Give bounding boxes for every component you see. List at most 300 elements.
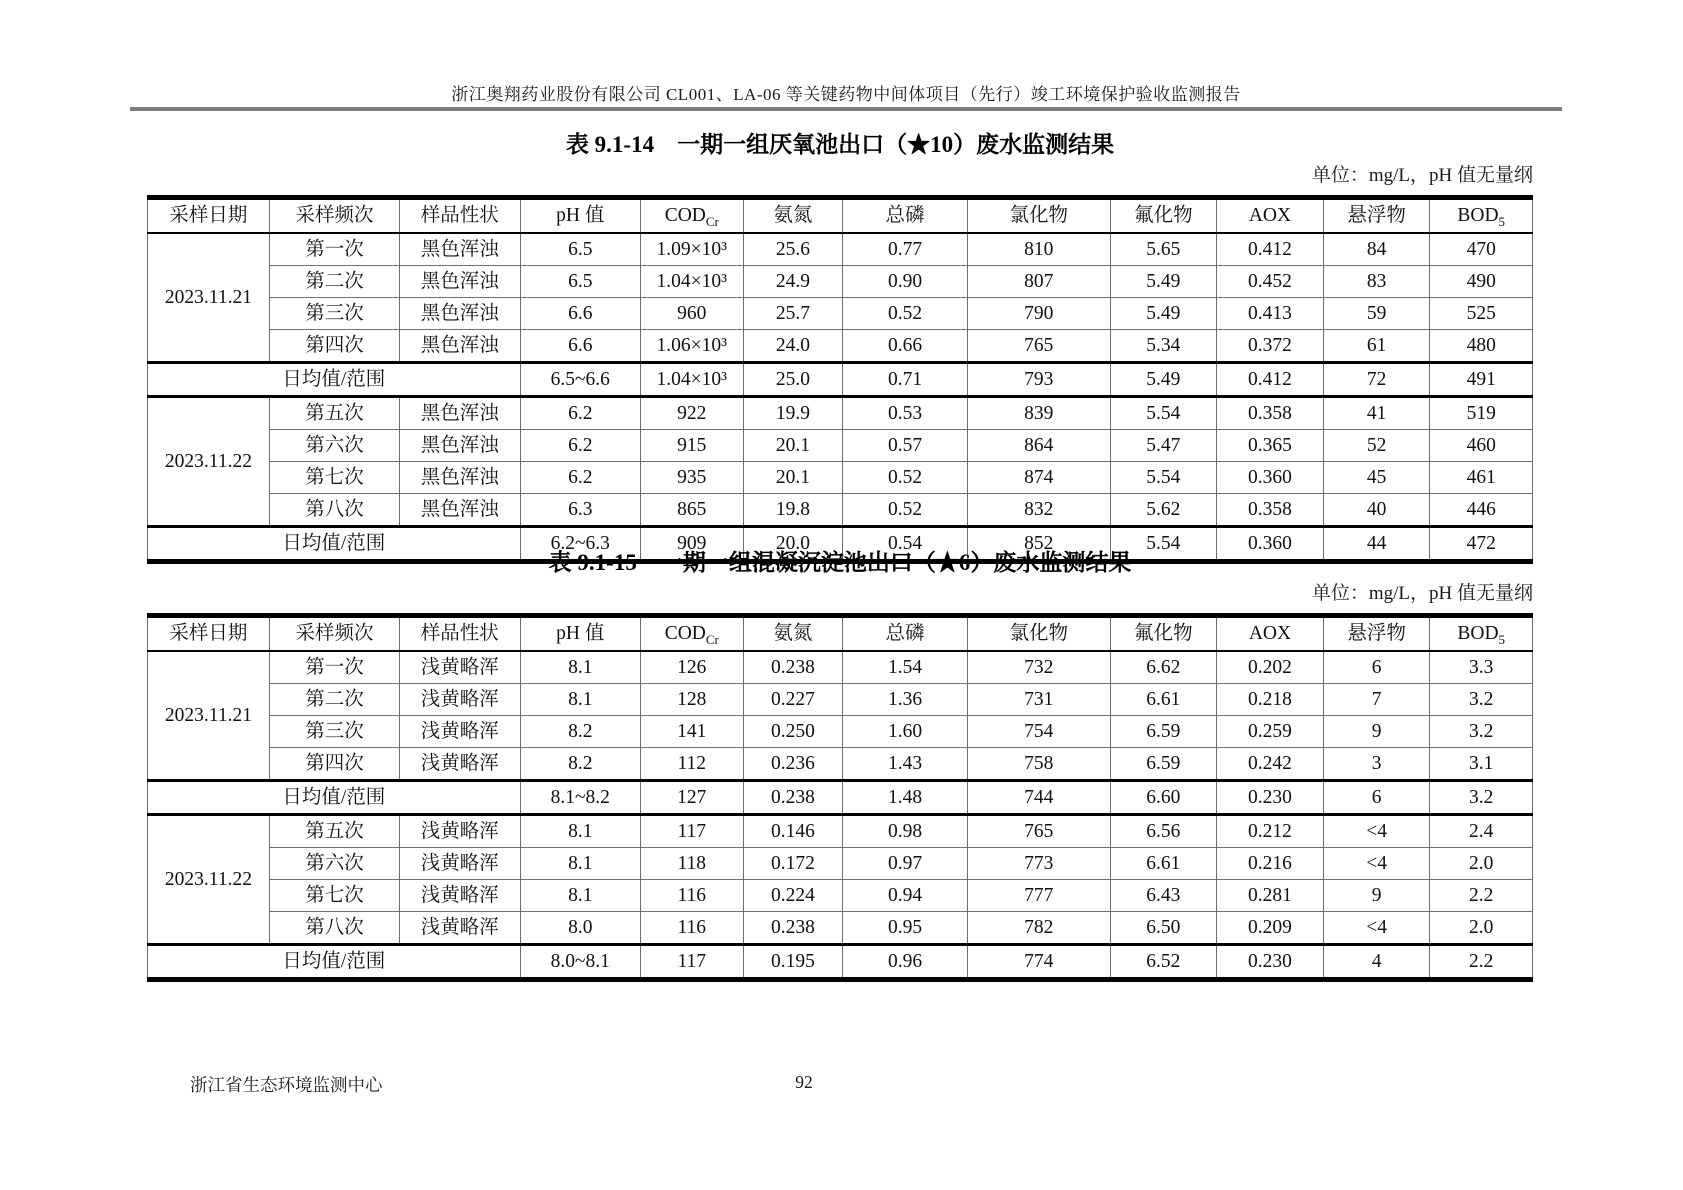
- section-anaerobic-pool-table: [147, 128, 1533, 564]
- cell-ph-value: 6.2: [520, 462, 640, 494]
- cell-bod5: 2.0: [1430, 912, 1533, 945]
- cell-bod5: 490: [1430, 266, 1533, 298]
- sample-row: [148, 716, 1533, 748]
- cell-sample-appearance: 黑色浑浊: [400, 430, 520, 462]
- column-header-label: 总磷: [885, 623, 925, 645]
- cell-chloride: 777: [967, 880, 1110, 912]
- cell-ammonia-nitrogen: 0.224: [743, 880, 843, 912]
- cell-total-phosphorus: 0.77: [843, 233, 968, 266]
- cell-cod-cr: 922: [641, 397, 743, 430]
- cell-cod-cr: 128: [641, 684, 743, 716]
- cell-ammonia-nitrogen: 25.6: [743, 233, 843, 266]
- cell-sample-appearance: 黑色浑浊: [400, 494, 520, 527]
- daily-cell-aox: 0.412: [1217, 363, 1324, 397]
- column-header-aox: [1217, 616, 1324, 652]
- column-header-bod5: [1430, 616, 1533, 652]
- cell-sampling-frequency: 第二次: [269, 684, 399, 716]
- cell-fluoride: 5.34: [1110, 330, 1217, 363]
- column-header-label: COD: [664, 623, 706, 645]
- cell-sample-appearance: 黑色浑浊: [400, 397, 520, 430]
- cell-cod-cr: 141: [641, 716, 743, 748]
- column-header-bod5: [1430, 198, 1533, 234]
- cell-cod-cr: 112: [641, 748, 743, 781]
- cell-ph-value: 6.3: [520, 494, 640, 527]
- sample-row: [148, 397, 1533, 430]
- daily-cell-ammonia-nitrogen: 0.195: [743, 945, 843, 980]
- cell-ph-value: 6.2: [520, 430, 640, 462]
- daily-cell-bod5: 491: [1430, 363, 1533, 397]
- column-header-label: 采样日期: [169, 623, 248, 645]
- daily-cell-ph-value: 6.2~6.3: [520, 527, 640, 562]
- cell-sampling-frequency: 第七次: [269, 880, 399, 912]
- cell-sample-appearance: 黑色浑浊: [400, 233, 520, 266]
- cell-sampling-frequency: 第一次: [269, 233, 399, 266]
- cell-total-phosphorus: 0.52: [843, 462, 968, 494]
- daily-cell-suspended-solids: 44: [1323, 527, 1430, 562]
- cell-ammonia-nitrogen: 0.172: [743, 848, 843, 880]
- column-header-total-phosphorus: [843, 198, 968, 234]
- unit-note: 单位：mg/L，pH 值无量纲: [1311, 583, 1533, 604]
- footer-organization: 浙江省生态环境监测中心: [190, 1075, 383, 1095]
- daily-cell-fluoride: 6.60: [1110, 781, 1217, 815]
- cell-fluoride: 6.61: [1110, 684, 1217, 716]
- cell-cod-cr: 126: [641, 651, 743, 684]
- cell-ph-value: 8.2: [520, 716, 640, 748]
- cell-bod5: 3.2: [1430, 684, 1533, 716]
- daily-cell-total-phosphorus: 0.54: [843, 527, 968, 562]
- header-rule: [130, 107, 1562, 111]
- cell-aox: 0.412: [1217, 233, 1324, 266]
- cell-aox: 0.413: [1217, 298, 1324, 330]
- cell-sample-appearance: 浅黄略浑: [400, 651, 520, 684]
- cell-sampling-frequency: 第五次: [269, 397, 399, 430]
- cell-ammonia-nitrogen: 19.9: [743, 397, 843, 430]
- cell-total-phosphorus: 1.36: [843, 684, 968, 716]
- cell-total-phosphorus: 0.53: [843, 397, 968, 430]
- column-header-label: 氟化物: [1134, 623, 1193, 645]
- cell-chloride: 839: [967, 397, 1110, 430]
- daily-cell-cod-cr: 1.04×10³: [641, 363, 743, 397]
- daily-cell-bod5: 2.2: [1430, 945, 1533, 980]
- sample-row: [148, 684, 1533, 716]
- cell-bod5: 470: [1430, 233, 1533, 266]
- unit-note: 单位：mg/L，pH 值无量纲: [1311, 165, 1533, 186]
- cell-aox: 0.281: [1217, 880, 1324, 912]
- cell-bod5: 461: [1430, 462, 1533, 494]
- column-header-subscript: Cr: [705, 632, 719, 648]
- sample-row: [148, 912, 1533, 945]
- cell-suspended-solids: 7: [1323, 684, 1430, 716]
- table-title-9-1-15: 表 9.1-15 一期一组混凝沉淀池出口（★6）废水监测结果: [548, 550, 1132, 575]
- cell-cod-cr: 1.04×10³: [641, 266, 743, 298]
- cell-suspended-solids: <4: [1323, 848, 1430, 880]
- column-header-label: 氟化物: [1134, 205, 1193, 227]
- cell-suspended-solids: 41: [1323, 397, 1430, 430]
- page-number: 92: [795, 1072, 813, 1092]
- cell-ph-value: 6.2: [520, 397, 640, 430]
- cell-suspended-solids: 40: [1323, 494, 1430, 527]
- cell-ammonia-nitrogen: 0.146: [743, 815, 843, 848]
- table-title-9-1-14: 表 9.1-14 一期一组厌氧池出口（★10）废水监测结果: [565, 132, 1115, 157]
- cell-fluoride: 5.54: [1110, 462, 1217, 494]
- cell-ammonia-nitrogen: 20.1: [743, 462, 843, 494]
- cell-total-phosphorus: 0.95: [843, 912, 968, 945]
- daily-cell-suspended-solids: 72: [1323, 363, 1430, 397]
- cell-sampling-frequency: 第四次: [269, 748, 399, 781]
- cell-ammonia-nitrogen: 24.0: [743, 330, 843, 363]
- column-header-cod-cr: [641, 198, 743, 234]
- daily-cell-ph-value: 8.1~8.2: [520, 781, 640, 815]
- daily-average-label-cell: 日均值/范围: [148, 363, 521, 397]
- daily-cell-chloride: 744: [967, 781, 1110, 815]
- cell-ph-value: 8.0: [520, 912, 640, 945]
- cell-fluoride: 6.56: [1110, 815, 1217, 848]
- cell-cod-cr: 865: [641, 494, 743, 527]
- cell-ammonia-nitrogen: 0.227: [743, 684, 843, 716]
- cell-cod-cr: 116: [641, 880, 743, 912]
- daily-cell-total-phosphorus: 0.71: [843, 363, 968, 397]
- cell-chloride: 732: [967, 651, 1110, 684]
- monitoring-table-9-1-15: [147, 613, 1533, 982]
- daily-cell-total-phosphorus: 1.48: [843, 781, 968, 815]
- cell-aox: 0.242: [1217, 748, 1324, 781]
- cell-suspended-solids: 52: [1323, 430, 1430, 462]
- cell-fluoride: 5.62: [1110, 494, 1217, 527]
- cell-fluoride: 6.61: [1110, 848, 1217, 880]
- document-header-title: 浙江奥翔药业股份有限公司 CL001、LA-06 等关键药物中间体项目（先行）竣工环境保护验收监测报告: [451, 85, 1241, 104]
- sample-row: [148, 815, 1533, 848]
- cell-suspended-solids: 3: [1323, 748, 1430, 781]
- cell-sample-appearance: 浅黄略浑: [400, 912, 520, 945]
- daily-cell-cod-cr: 909: [641, 527, 743, 562]
- cell-suspended-solids: 9: [1323, 716, 1430, 748]
- cell-bod5: 446: [1430, 494, 1533, 527]
- cell-suspended-solids: 84: [1323, 233, 1430, 266]
- sample-row: [148, 462, 1533, 494]
- cell-sampling-frequency: 第六次: [269, 430, 399, 462]
- cell-fluoride: 5.54: [1110, 397, 1217, 430]
- cell-sampling-frequency: 第一次: [269, 651, 399, 684]
- cell-aox: 0.209: [1217, 912, 1324, 945]
- column-header-label: 悬浮物: [1347, 205, 1406, 227]
- column-header-subscript: 5: [1498, 632, 1506, 648]
- cell-fluoride: 5.49: [1110, 298, 1217, 330]
- column-header-label: 采样频次: [295, 205, 374, 227]
- cell-chloride: 810: [967, 233, 1110, 266]
- daily-cell-total-phosphorus: 0.96: [843, 945, 968, 980]
- cell-chloride: 832: [967, 494, 1110, 527]
- cell-total-phosphorus: 1.60: [843, 716, 968, 748]
- cell-cod-cr: 1.09×10³: [641, 233, 743, 266]
- daily-cell-cod-cr: 127: [641, 781, 743, 815]
- cell-sampling-frequency: 第六次: [269, 848, 399, 880]
- cell-chloride: 765: [967, 330, 1110, 363]
- daily-cell-fluoride: 5.49: [1110, 363, 1217, 397]
- daily-cell-fluoride: 5.54: [1110, 527, 1217, 562]
- daily-cell-cod-cr: 117: [641, 945, 743, 980]
- cell-sampling-frequency: 第七次: [269, 462, 399, 494]
- cell-sample-appearance: 浅黄略浑: [400, 815, 520, 848]
- cell-ph-value: 6.5: [520, 233, 640, 266]
- cell-total-phosphorus: 0.52: [843, 494, 968, 527]
- cell-cod-cr: 915: [641, 430, 743, 462]
- column-header-ph-value: [520, 616, 640, 652]
- cell-sampling-frequency: 第八次: [269, 494, 399, 527]
- cell-cod-cr: 935: [641, 462, 743, 494]
- cell-total-phosphorus: 1.43: [843, 748, 968, 781]
- cell-total-phosphorus: 0.97: [843, 848, 968, 880]
- cell-aox: 0.452: [1217, 266, 1324, 298]
- cell-sample-appearance: 浅黄略浑: [400, 716, 520, 748]
- column-header-label: AOX: [1248, 205, 1292, 227]
- cell-total-phosphorus: 0.66: [843, 330, 968, 363]
- daily-cell-suspended-solids: 4: [1323, 945, 1430, 980]
- cell-chloride: 874: [967, 462, 1110, 494]
- cell-ph-value: 8.1: [520, 651, 640, 684]
- daily-cell-aox: 0.230: [1217, 945, 1324, 980]
- column-header-suspended-solids: [1323, 616, 1430, 652]
- cell-ph-value: 6.6: [520, 298, 640, 330]
- cell-bod5: 480: [1430, 330, 1533, 363]
- sample-row: [148, 330, 1533, 363]
- cell-bod5: 3.1: [1430, 748, 1533, 781]
- cell-sampling-frequency: 第二次: [269, 266, 399, 298]
- column-header-sample-appearance: [400, 198, 520, 234]
- daily-average-label-cell: 日均值/范围: [148, 781, 521, 815]
- cell-aox: 0.358: [1217, 494, 1324, 527]
- daily-average-row: [148, 363, 1533, 397]
- daily-cell-suspended-solids: 6: [1323, 781, 1430, 815]
- cell-ammonia-nitrogen: 0.250: [743, 716, 843, 748]
- column-header-label: AOX: [1248, 623, 1292, 645]
- column-header-aox: [1217, 198, 1324, 234]
- cell-total-phosphorus: 0.98: [843, 815, 968, 848]
- cell-bod5: 2.0: [1430, 848, 1533, 880]
- daily-cell-ammonia-nitrogen: 20.0: [743, 527, 843, 562]
- daily-cell-fluoride: 6.52: [1110, 945, 1217, 980]
- column-header-sampling-date: [148, 616, 270, 652]
- table-header-row: [148, 616, 1533, 652]
- cell-suspended-solids: <4: [1323, 815, 1430, 848]
- cell-suspended-solids: 9: [1323, 880, 1430, 912]
- cell-sampling-date: 2023.11.21: [148, 651, 270, 781]
- sample-row: [148, 748, 1533, 781]
- cell-aox: 0.216: [1217, 848, 1324, 880]
- cell-suspended-solids: 83: [1323, 266, 1430, 298]
- daily-cell-ammonia-nitrogen: 0.238: [743, 781, 843, 815]
- cell-sampling-date: 2023.11.22: [148, 397, 270, 527]
- cell-total-phosphorus: 0.94: [843, 880, 968, 912]
- cell-sample-appearance: 浅黄略浑: [400, 848, 520, 880]
- cell-fluoride: 5.49: [1110, 266, 1217, 298]
- cell-suspended-solids: 61: [1323, 330, 1430, 363]
- cell-aox: 0.372: [1217, 330, 1324, 363]
- cell-sampling-frequency: 第五次: [269, 815, 399, 848]
- column-header-label: 氯化物: [1009, 623, 1068, 645]
- cell-fluoride: 6.59: [1110, 748, 1217, 781]
- cell-fluoride: 5.65: [1110, 233, 1217, 266]
- cell-fluoride: 6.43: [1110, 880, 1217, 912]
- column-header-ph-value: [520, 198, 640, 234]
- daily-cell-chloride: 793: [967, 363, 1110, 397]
- cell-ph-value: 6.6: [520, 330, 640, 363]
- cell-ammonia-nitrogen: 19.8: [743, 494, 843, 527]
- column-header-label: 样品性状: [420, 205, 499, 227]
- column-header-sample-appearance: [400, 616, 520, 652]
- column-header-ammonia-nitrogen: [743, 616, 843, 652]
- cell-cod-cr: 117: [641, 815, 743, 848]
- cell-fluoride: 6.59: [1110, 716, 1217, 748]
- cell-aox: 0.365: [1217, 430, 1324, 462]
- daily-cell-ph-value: 6.5~6.6: [520, 363, 640, 397]
- column-header-label: 氨氮: [773, 623, 813, 645]
- cell-aox: 0.360: [1217, 462, 1324, 494]
- cell-sample-appearance: 黑色浑浊: [400, 330, 520, 363]
- sample-row: [148, 233, 1533, 266]
- column-header-label: pH 值: [556, 623, 605, 645]
- cell-ammonia-nitrogen: 24.9: [743, 266, 843, 298]
- daily-cell-bod5: 3.2: [1430, 781, 1533, 815]
- column-header-label: 采样频次: [295, 623, 374, 645]
- column-header-label: 悬浮物: [1347, 623, 1406, 645]
- column-header-label: 氯化物: [1009, 205, 1068, 227]
- cell-ph-value: 8.1: [520, 684, 640, 716]
- cell-bod5: 525: [1430, 298, 1533, 330]
- column-header-chloride: [967, 616, 1110, 652]
- cell-chloride: 790: [967, 298, 1110, 330]
- cell-aox: 0.358: [1217, 397, 1324, 430]
- column-header-label: BOD: [1457, 623, 1499, 645]
- cell-sample-appearance: 黑色浑浊: [400, 266, 520, 298]
- cell-ammonia-nitrogen: 25.7: [743, 298, 843, 330]
- cell-ph-value: 8.1: [520, 848, 640, 880]
- sample-row: [148, 848, 1533, 880]
- sample-row: [148, 651, 1533, 684]
- cell-cod-cr: 960: [641, 298, 743, 330]
- cell-aox: 0.212: [1217, 815, 1324, 848]
- sample-row: [148, 880, 1533, 912]
- daily-average-row: [148, 781, 1533, 815]
- daily-average-label-cell: 日均值/范围: [148, 945, 521, 980]
- cell-bod5: 3.3: [1430, 651, 1533, 684]
- cell-sampling-date: 2023.11.22: [148, 815, 270, 945]
- column-header-label: BOD: [1457, 205, 1499, 227]
- cell-chloride: 754: [967, 716, 1110, 748]
- cell-cod-cr: 118: [641, 848, 743, 880]
- section-coagulation-pool-table: [147, 546, 1533, 982]
- column-header-label: 氨氮: [773, 205, 813, 227]
- cell-suspended-solids: 45: [1323, 462, 1430, 494]
- cell-sampling-frequency: 第三次: [269, 298, 399, 330]
- column-header-fluoride: [1110, 616, 1217, 652]
- sample-row: [148, 298, 1533, 330]
- daily-cell-aox: 0.230: [1217, 781, 1324, 815]
- column-header-subscript: 5: [1498, 214, 1506, 230]
- cell-ph-value: 6.5: [520, 266, 640, 298]
- cell-aox: 0.202: [1217, 651, 1324, 684]
- column-header-fluoride: [1110, 198, 1217, 234]
- cell-total-phosphorus: 0.52: [843, 298, 968, 330]
- daily-cell-bod5: 472: [1430, 527, 1533, 562]
- cell-chloride: 773: [967, 848, 1110, 880]
- cell-ammonia-nitrogen: 0.238: [743, 651, 843, 684]
- cell-fluoride: 5.47: [1110, 430, 1217, 462]
- cell-sampling-frequency: 第八次: [269, 912, 399, 945]
- cell-sample-appearance: 浅黄略浑: [400, 748, 520, 781]
- sample-row: [148, 494, 1533, 527]
- cell-sample-appearance: 浅黄略浑: [400, 684, 520, 716]
- cell-total-phosphorus: 1.54: [843, 651, 968, 684]
- cell-ammonia-nitrogen: 0.236: [743, 748, 843, 781]
- cell-chloride: 765: [967, 815, 1110, 848]
- daily-cell-ammonia-nitrogen: 25.0: [743, 363, 843, 397]
- cell-suspended-solids: 59: [1323, 298, 1430, 330]
- cell-bod5: 3.2: [1430, 716, 1533, 748]
- cell-total-phosphorus: 0.90: [843, 266, 968, 298]
- cell-sampling-date: 2023.11.21: [148, 233, 270, 363]
- column-header-subscript: Cr: [705, 214, 719, 230]
- cell-sampling-frequency: 第三次: [269, 716, 399, 748]
- column-header-suspended-solids: [1323, 198, 1430, 234]
- cell-aox: 0.218: [1217, 684, 1324, 716]
- cell-sample-appearance: 浅黄略浑: [400, 880, 520, 912]
- daily-cell-ph-value: 8.0~8.1: [520, 945, 640, 980]
- daily-cell-chloride: 852: [967, 527, 1110, 562]
- daily-average-label-cell: 日均值/范围: [148, 527, 521, 562]
- column-header-label: pH 值: [556, 205, 605, 227]
- cell-ph-value: 8.2: [520, 748, 640, 781]
- daily-cell-aox: 0.360: [1217, 527, 1324, 562]
- column-header-sampling-date: [148, 198, 270, 234]
- sample-row: [148, 430, 1533, 462]
- column-header-total-phosphorus: [843, 616, 968, 652]
- cell-sampling-frequency: 第四次: [269, 330, 399, 363]
- cell-bod5: 519: [1430, 397, 1533, 430]
- cell-chloride: 731: [967, 684, 1110, 716]
- cell-ammonia-nitrogen: 0.238: [743, 912, 843, 945]
- cell-cod-cr: 116: [641, 912, 743, 945]
- cell-fluoride: 6.50: [1110, 912, 1217, 945]
- cell-total-phosphorus: 0.57: [843, 430, 968, 462]
- cell-bod5: 460: [1430, 430, 1533, 462]
- column-header-label: COD: [664, 205, 706, 227]
- cell-chloride: 782: [967, 912, 1110, 945]
- cell-bod5: 2.4: [1430, 815, 1533, 848]
- cell-sample-appearance: 黑色浑浊: [400, 462, 520, 494]
- column-header-cod-cr: [641, 616, 743, 652]
- cell-ammonia-nitrogen: 20.1: [743, 430, 843, 462]
- cell-aox: 0.259: [1217, 716, 1324, 748]
- cell-sample-appearance: 黑色浑浊: [400, 298, 520, 330]
- column-header-label: 总磷: [885, 205, 925, 227]
- cell-suspended-solids: 6: [1323, 651, 1430, 684]
- cell-ph-value: 8.1: [520, 815, 640, 848]
- column-header-label: 样品性状: [420, 623, 499, 645]
- column-header-label: 采样日期: [169, 205, 248, 227]
- cell-bod5: 2.2: [1430, 880, 1533, 912]
- daily-cell-chloride: 774: [967, 945, 1110, 980]
- column-header-sampling-frequency: [269, 198, 399, 234]
- column-header-chloride: [967, 198, 1110, 234]
- column-header-ammonia-nitrogen: [743, 198, 843, 234]
- cell-chloride: 864: [967, 430, 1110, 462]
- sample-row: [148, 266, 1533, 298]
- monitoring-table-9-1-14: [147, 195, 1533, 564]
- cell-ph-value: 8.1: [520, 880, 640, 912]
- table-header-row: [148, 198, 1533, 234]
- cell-fluoride: 6.62: [1110, 651, 1217, 684]
- document-footer: [130, 1072, 1478, 1098]
